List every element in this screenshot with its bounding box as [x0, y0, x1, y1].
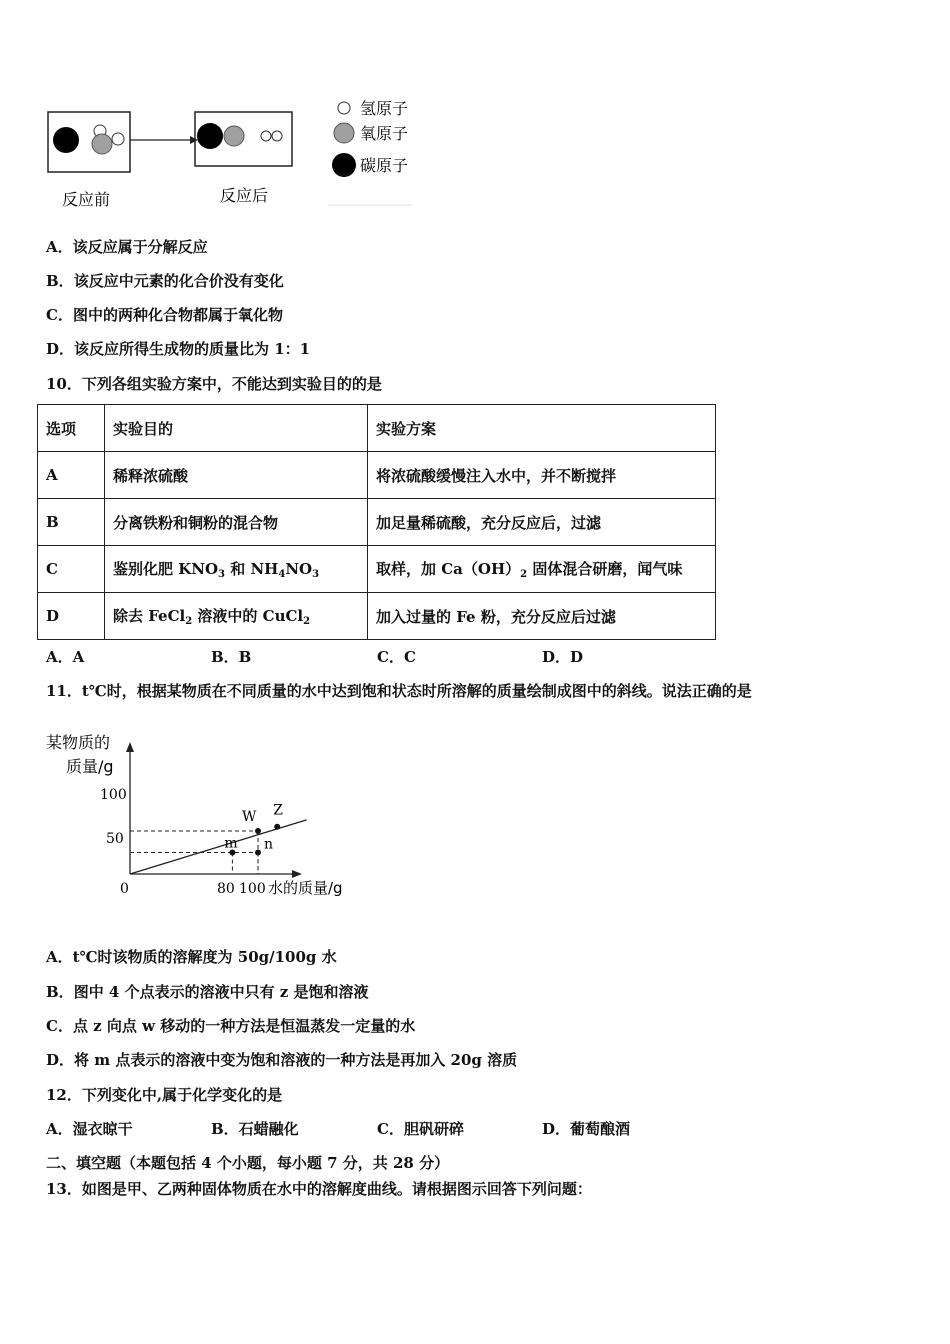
- origin-label: 0: [120, 881, 129, 897]
- legend-oxygen-icon: [334, 123, 354, 143]
- table-row: A 稀释浓硫酸 将浓硫酸缓慢注入水中，并不断搅拌: [38, 452, 716, 499]
- table-row: B 分离铁粉和铜粉的混合物 加足量稀硫酸，充分反应后，过滤: [38, 499, 716, 546]
- point-label-W: W: [242, 809, 257, 825]
- y-tick-50: 50: [106, 831, 124, 847]
- hydrogen-atom: [112, 133, 124, 145]
- after-label: 反应后: [220, 186, 269, 205]
- purpose-cell: 鉴别化肥 $KNO_3$ 和 $NH_4NO_3$: [105, 546, 368, 593]
- q11-option-a: A．t℃时该物质的溶解度为 50g/100g 水: [46, 948, 337, 966]
- purpose-cell: 除去 FeCl$_2$ 溶液中的 CuCl$_2$: [105, 593, 368, 640]
- arrow-head-icon: [190, 136, 198, 144]
- legend-carbon-label: 碳原子: [360, 156, 409, 175]
- q13-stem: 13．如图是甲、乙两种固体物质在水中的溶解度曲线。请根据图示回答下列问题：: [46, 1180, 592, 1198]
- point-label-n: n: [264, 836, 274, 853]
- q10-option-a: A．A: [46, 648, 85, 666]
- reaction-diagram: [40, 95, 420, 210]
- q11-stem: 11．t℃时，根据某物质在不同质量的水中达到饱和状态时所溶解的质量绘制成图中的斜线。说法正确的是: [46, 682, 752, 700]
- oxygen-atom: [224, 126, 244, 146]
- q12-option-a: A．湿衣晾干: [46, 1120, 133, 1138]
- carbon-atom: [197, 123, 223, 149]
- point-label-Z: Z: [273, 802, 283, 819]
- header-plan: 实验方案: [368, 405, 716, 452]
- q12-stem: 12．下列变化中,属于化学变化的是: [46, 1086, 283, 1104]
- legend-carbon-icon: [332, 153, 356, 177]
- solubility-line: [130, 820, 307, 874]
- q9-option-d: D．该反应所得生成物的质量比为 1：1: [46, 340, 311, 358]
- q9-option-a: A．该反应属于分解反应: [46, 238, 208, 256]
- q11-option-d: D．将 m 点表示的溶液中变为饱和溶液的一种方法是再加入 20g 溶质: [46, 1051, 518, 1069]
- point-Z: [274, 824, 280, 830]
- q10-stem: 10．下列各组实验方案中，不能达到实验目的的是: [46, 375, 382, 393]
- q11-option-b: B．图中 4 个点表示的溶液中只有 z 是饱和溶液: [46, 983, 369, 1001]
- table-row: C 鉴别化肥 $KNO_3$ 和 $NH_4NO_3$ 取样，加 $Ca(OH)_2$ 固体混合研磨，闻气味: [38, 546, 716, 593]
- x-tick-80: 80: [217, 881, 235, 897]
- legend-hydrogen-icon: [338, 102, 350, 114]
- point-n: [255, 850, 261, 856]
- q9-option-c: C．图中的两种化合物都属于氧化物: [46, 306, 283, 324]
- x-tick-100: 100: [239, 881, 266, 897]
- oxygen-atom: [92, 134, 112, 154]
- solubility-graph: [40, 728, 370, 903]
- table-row: D 除去 FeCl$_2$ 溶液中的 CuCl$_2$ 加入过量的 Fe 粉，充分反应后过滤: [38, 593, 716, 640]
- q11-option-c: C．点 z 向点 w 移动的一种方法是恒温蒸发一定量的水: [46, 1017, 416, 1035]
- legend-hydrogen-label: 氢原子: [360, 99, 409, 118]
- q12-option-c: C．胆矾研碎: [377, 1120, 464, 1138]
- q10-option-c: C．C: [377, 648, 416, 666]
- before-label: 反应前: [62, 190, 111, 209]
- point-label-m: m: [224, 835, 238, 852]
- q12-option-b: B．石蜡融化: [211, 1120, 299, 1138]
- header-option: 选项: [38, 405, 105, 452]
- experiment-table: [37, 404, 716, 640]
- point-W: [255, 828, 261, 834]
- hydrogen-atom: [272, 131, 282, 141]
- q12-option-d: D．葡萄酿酒: [542, 1120, 631, 1138]
- q10-option-b: B．B: [211, 648, 252, 666]
- plan-cell: 取样，加 $Ca(OH)_2$ 固体混合研磨，闻气味: [368, 546, 716, 593]
- table-header-row: [38, 405, 716, 452]
- carbon-atom: [53, 127, 79, 153]
- y-axis-arrow-icon: [126, 742, 134, 752]
- graph-xlabel: 水的质量/g: [268, 879, 343, 897]
- q9-option-b: B．该反应中元素的化合价没有变化: [46, 272, 284, 290]
- hydrogen-atom: [261, 131, 271, 141]
- graph-ylabel-1: 某物质的: [46, 733, 111, 752]
- y-tick-100: 100: [100, 787, 127, 803]
- x-axis-arrow-icon: [292, 870, 302, 878]
- section-heading: 二、填空题（本题包括 4 个小题，每小题 7 分，共 28 分）: [46, 1154, 450, 1172]
- legend-oxygen-label: 氧原子: [360, 124, 409, 143]
- graph-ylabel-2: 质量/g: [66, 757, 114, 776]
- q10-option-d: D．D: [542, 648, 584, 666]
- header-purpose: 实验目的: [105, 405, 368, 452]
